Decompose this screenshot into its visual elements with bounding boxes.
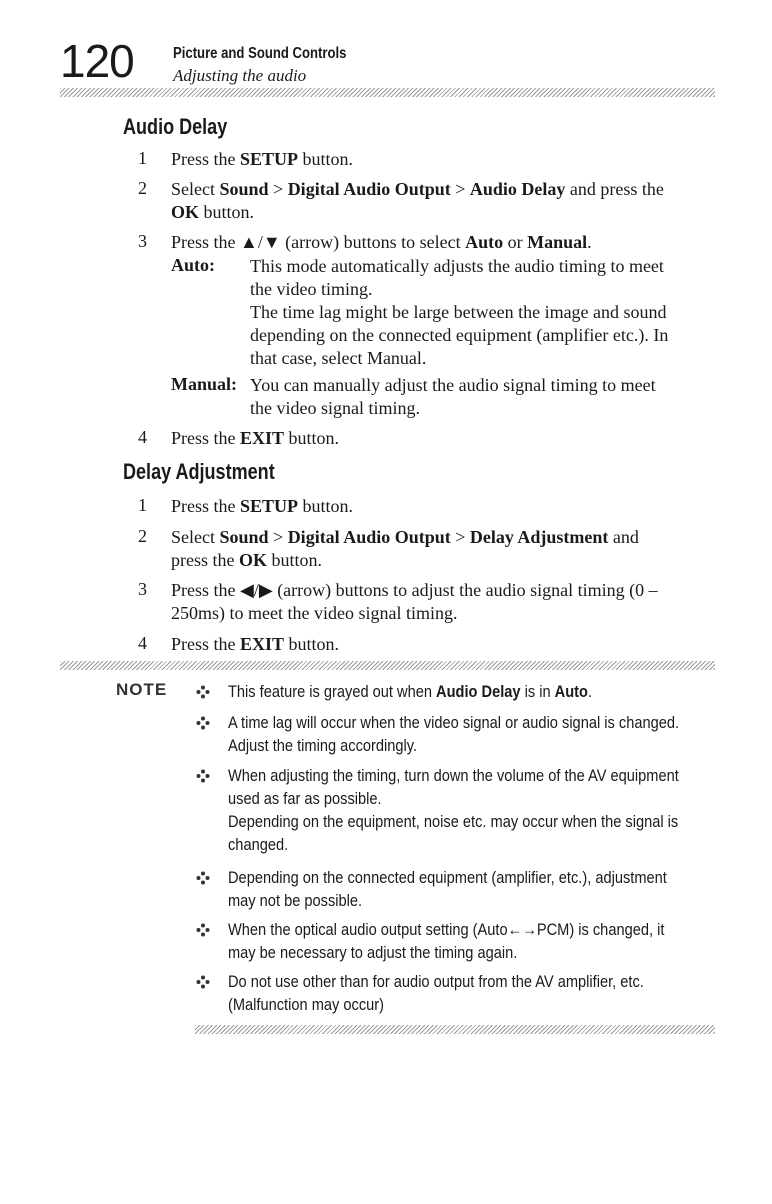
step-number: 1 (138, 148, 147, 168)
note-item: Depending on the connected equipment (amplifier, etc.), adjustment may not be possible. (228, 868, 667, 910)
diamond-bullet-icon (196, 975, 210, 989)
diamond-bullet-icon (196, 923, 210, 937)
step-number: 2 (138, 178, 147, 198)
step-number: 2 (138, 526, 147, 546)
note-item: When adjusting the timing, turn down the volume of the AV equipment used as far as possible. Depending on the equipment, noise etc. may occur when the signal is changed. (228, 766, 679, 854)
step-number: 3 (138, 579, 147, 599)
header-divider (60, 88, 715, 97)
step-text: Press the SETUP button. (171, 496, 354, 516)
auto-term: Auto: (171, 255, 215, 275)
step-text: Select Sound > Digital Audio Output > Delay Adjustment and press the OK button. (171, 527, 639, 570)
manual-term: Manual: (171, 374, 238, 394)
left-right-arrow-icon: ◀/▶ (240, 580, 273, 600)
step-text: Press the ◀/▶ (arrow) buttons to adjust the audio signal timing (0 – 250ms) to meet the video signal timing. (171, 580, 658, 623)
note-bottom-divider (195, 1025, 715, 1034)
auto-description: This mode automatically adjusts the audio timing to meet the video timing. The time lag might be large between the image and sound depending on the connected equipment (amplifier etc.). In that case, select Manual. (250, 256, 669, 368)
manual-description: You can manually adjust the audio signal timing to meet the video signal timing. (250, 375, 656, 418)
diamond-bullet-icon (196, 871, 210, 885)
step-number: 3 (138, 231, 147, 251)
diamond-bullet-icon (196, 685, 210, 699)
delay-adjustment-heading: Delay Adjustment (123, 459, 275, 484)
chapter-title: Picture and Sound Controls (173, 45, 347, 62)
note-top-divider (60, 661, 715, 670)
step-text: Press the EXIT button. (171, 428, 340, 448)
step-number: 4 (138, 633, 147, 653)
section-subtitle: Adjusting the audio (173, 66, 307, 85)
step-text: Press the EXIT button. (171, 634, 340, 654)
left-right-arrow-icon: ←→ (507, 920, 537, 939)
diamond-bullet-icon (196, 769, 210, 783)
step-text: Press the ▲/▼ (arrow) buttons to select Auto or Manual. (171, 232, 592, 252)
audio-delay-heading: Audio Delay (123, 114, 228, 139)
step-text: Select Sound > Digital Audio Output > Audio Delay and press the OK button. (171, 179, 664, 222)
step-text: Press the SETUP button. (171, 149, 354, 169)
step-number: 1 (138, 495, 147, 515)
note-label: NOTE (116, 680, 168, 699)
page-number: 120 (60, 35, 134, 87)
up-down-arrow-icon: ▲/▼ (240, 232, 281, 252)
note-item: A time lag will occur when the video signal or audio signal is changed. Adjust the timing accordingly. (228, 713, 680, 755)
note-item: Do not use other than for audio output from the AV amplifier, etc. (Malfunction may occur) (228, 972, 644, 1014)
note-item: When the optical audio output setting (Auto←→PCM) is changed, it may be necessary to adjust the timing again. (228, 920, 665, 962)
step-number: 4 (138, 427, 147, 447)
note-item: This feature is grayed out when Audio Delay is in Auto. (228, 682, 593, 701)
diamond-bullet-icon (196, 716, 210, 730)
